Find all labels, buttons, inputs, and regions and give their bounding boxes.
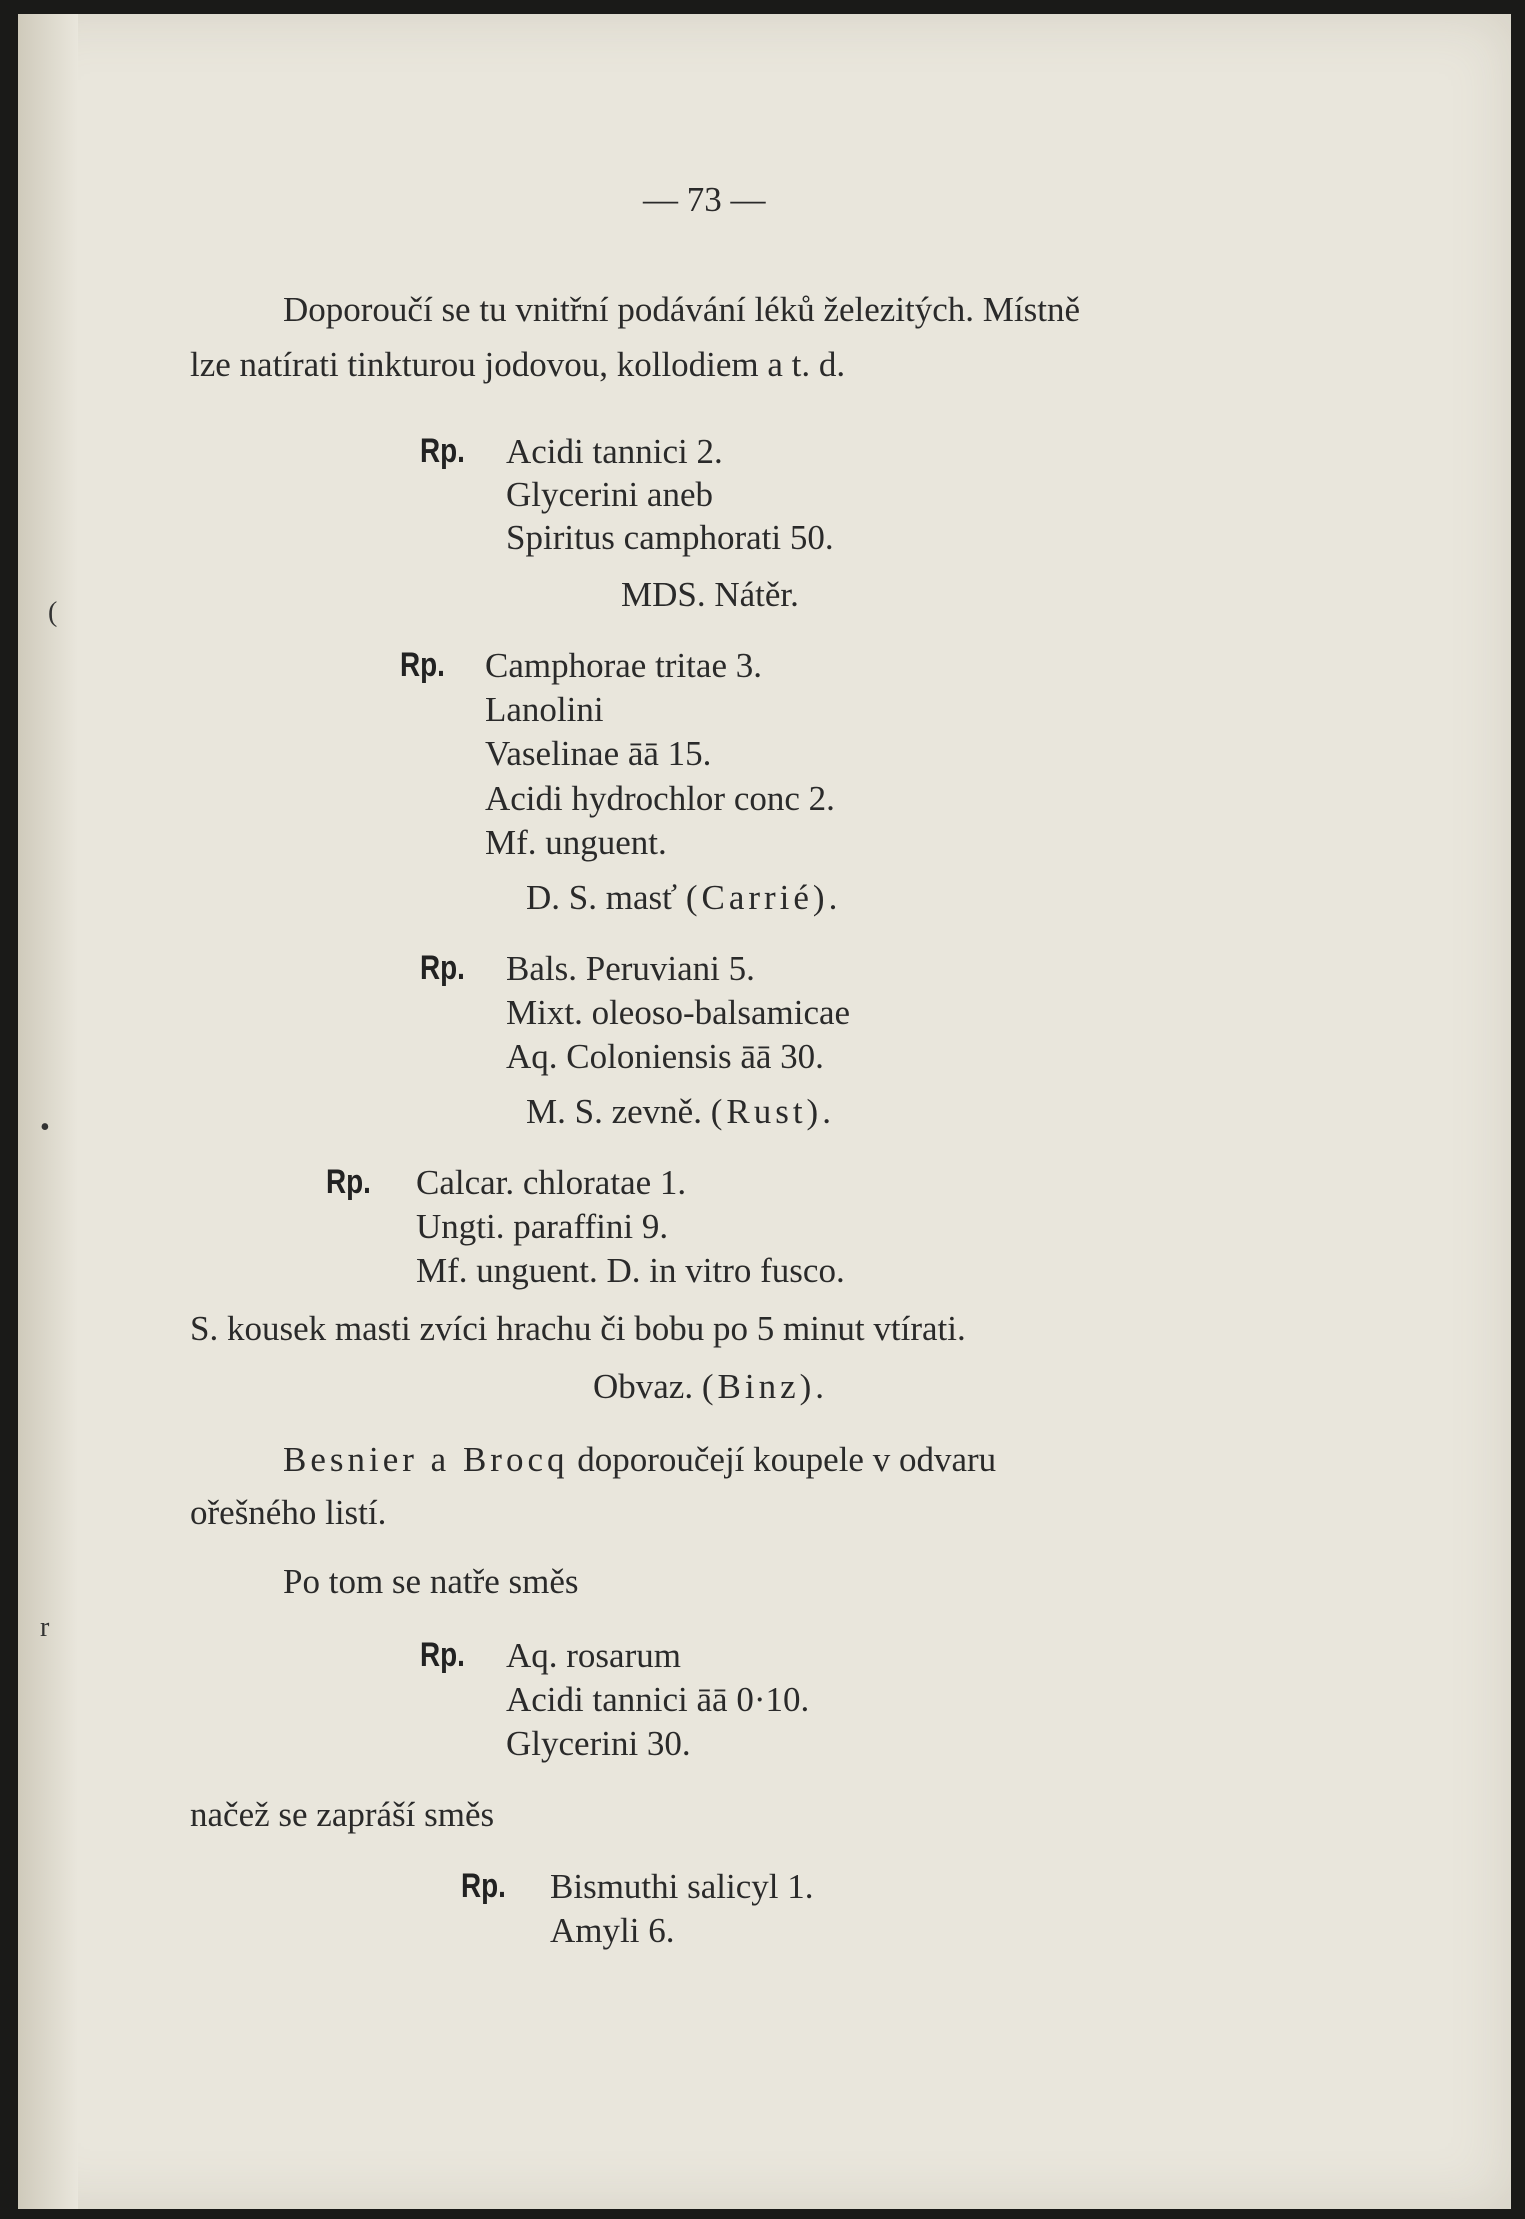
author-names: Besnier a Brocq [283, 1440, 569, 1479]
author-name: (Rust). [710, 1092, 835, 1131]
margin-mark: • [40, 1112, 50, 1143]
paragraph-line: ořešného listí. [190, 1493, 387, 1532]
recipe-line: Aq. Coloniensis āā 30. [506, 1037, 824, 1076]
rp-label: Rp. [420, 949, 465, 987]
rp-label: Rp. [420, 1636, 465, 1674]
author-name: (Carrié). [685, 878, 842, 917]
recipe-line: Mf. unguent. D. in vitro fusco. [416, 1251, 845, 1290]
recipe-line: Bismuthi salicyl 1. [550, 1867, 814, 1906]
recipe-line: Camphorae tritae 3. [485, 646, 762, 685]
recipe-line: Bals. Peruviani 5. [506, 949, 755, 988]
recipe-line: Vaselinae āā 15. [485, 734, 712, 773]
recipe-line: Glycerini 30. [506, 1724, 691, 1763]
paragraph-line: lze natírati tinkturou jodovou, kollodiem a t. d. [190, 345, 846, 384]
paragraph-text: doporoučejí koupele v odvaru [577, 1440, 997, 1479]
margin-mark: r [40, 1612, 50, 1643]
closing-text: Obvaz. [593, 1367, 694, 1406]
recipe-line: Acidi tannici 2. [506, 432, 723, 471]
signature-text: D. S. masť [526, 878, 678, 917]
rp-label: Rp. [400, 646, 445, 684]
rp-label: Rp. [326, 1163, 371, 1201]
recipe-line: Calcar. chloratae 1. [416, 1163, 687, 1202]
recipe-line: Glycerini aneb [506, 475, 713, 514]
paragraph-line [283, 1442, 996, 1477]
rp-label: Rp. [420, 432, 465, 470]
page-number: — 73 — [643, 180, 766, 219]
recipe-signature [526, 880, 841, 915]
book-page [18, 14, 1511, 2209]
signature-text: M. S. zevně. [526, 1092, 702, 1131]
recipe-line: Mf. unguent. [485, 823, 667, 862]
paragraph-line: načež se zapráší směs [190, 1795, 495, 1834]
recipe-line: Spiritus camphorati 50. [506, 518, 834, 557]
recipe-line: Mixt. oleoso-balsamicae [506, 993, 851, 1032]
recipe-line: Ungti. paraffini 9. [416, 1207, 669, 1246]
recipe-line: Lanolini [485, 690, 604, 729]
recipe-line: Acidi tannici āā 0·10. [506, 1680, 810, 1719]
recipe-line: Amyli 6. [550, 1911, 675, 1950]
recipe-line: Aq. rosarum [506, 1636, 681, 1675]
recipe-line: Acidi hydrochlor conc 2. [485, 779, 835, 818]
paragraph-line: Po tom se natře směs [283, 1562, 579, 1601]
author-name: (Binz). [701, 1367, 829, 1406]
recipe-closing [593, 1369, 828, 1404]
rp-label: Rp. [461, 1867, 506, 1905]
recipe-signature [526, 1094, 835, 1129]
recipe-signature: S. kousek masti zvíci hrachu či bobu po 5 minut vtírati. [190, 1309, 966, 1348]
recipe-signature: MDS. Nátěr. [621, 575, 799, 614]
paragraph-line: Doporoučí se tu vnitřní podávání léků železitých. Místně [283, 290, 1081, 329]
margin-mark: ( [48, 597, 58, 628]
